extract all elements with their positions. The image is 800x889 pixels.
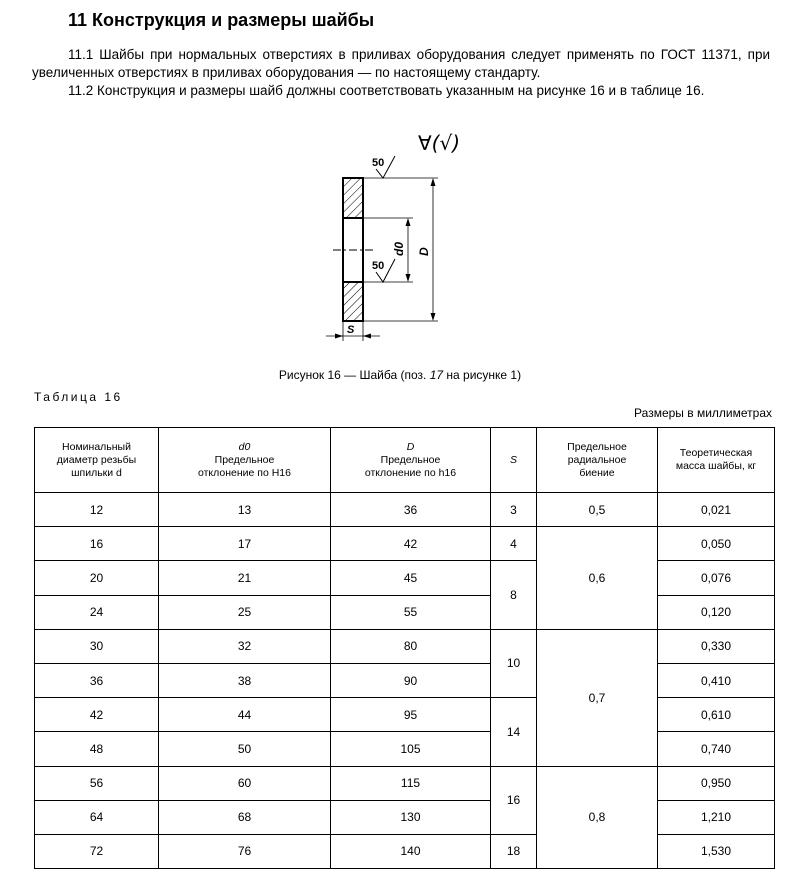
header-thread-diameter: Номинальный диаметр резьбы шпильки d [35,428,159,493]
dimensions-table [34,427,775,869]
washer-lower-section [343,282,363,321]
table-row: 12 13 36 3 0,5 0,021 [35,493,775,527]
table-row: 42 44 95 14 0,610 [35,698,775,732]
roughness-general: ∀(√) [418,131,461,155]
header-runout: Предельное радиальное биение [537,428,658,493]
dimension-D-label: D [417,247,431,256]
table-row: 36 38 90 0,410 [35,663,775,697]
table-units: Размеры в миллиметрах [634,406,772,420]
washer-upper-section [343,178,363,218]
figure-caption: Рисунок 16 — Шайба (поз. 17 на рисунке 1) [278,368,522,382]
roughness-inner-value: 50 [372,260,385,272]
washer-drawing [300,128,500,348]
section-title: 11 Конструкция и размеры шайбы [68,10,375,30]
table-header-row [35,428,775,493]
roughness-top-value: 50 [372,157,385,169]
table-row: 20 21 45 8 0,076 [35,561,775,595]
caption-pos-number: 17 [429,368,444,382]
table-row: 72 76 140 18 1,530 [35,834,775,868]
table-row: 56 60 115 16 0,8 0,950 [35,766,775,800]
header-d0: d0 Предельное отклонение по H16 [159,428,331,493]
table-row: 24 25 55 0,120 [35,595,775,629]
header-D: D Предельное отклонение по h16 [331,428,491,493]
header-S: S [491,428,537,493]
table-label: Таблица 16 [34,390,123,404]
table-row: 64 68 130 1,210 [35,800,775,834]
table-row: 30 32 80 10 0,7 0,330 [35,629,775,663]
header-mass: Теоретическая масса шайбы, кг [658,428,775,493]
table-row: 16 17 42 4 0,6 0,050 [35,527,775,561]
paragraph-11-2: 11.2 Конструкция и размеры шайб должны соответствовать указанным на рисунке 16 и в таблице 16. [68,83,705,98]
paragraph-11-1: 11.1 Шайбы при нормальных отверстиях в приливах оборудования следует применять по ГОСТ 11371, при увеличенных отверстиях в приливах оборудования — по настоящему стандарту. [32,47,770,80]
dimension-d0-label: d0 [392,241,406,256]
table-row: 48 50 105 0,740 [35,732,775,766]
dimension-S-label: S [347,324,355,336]
